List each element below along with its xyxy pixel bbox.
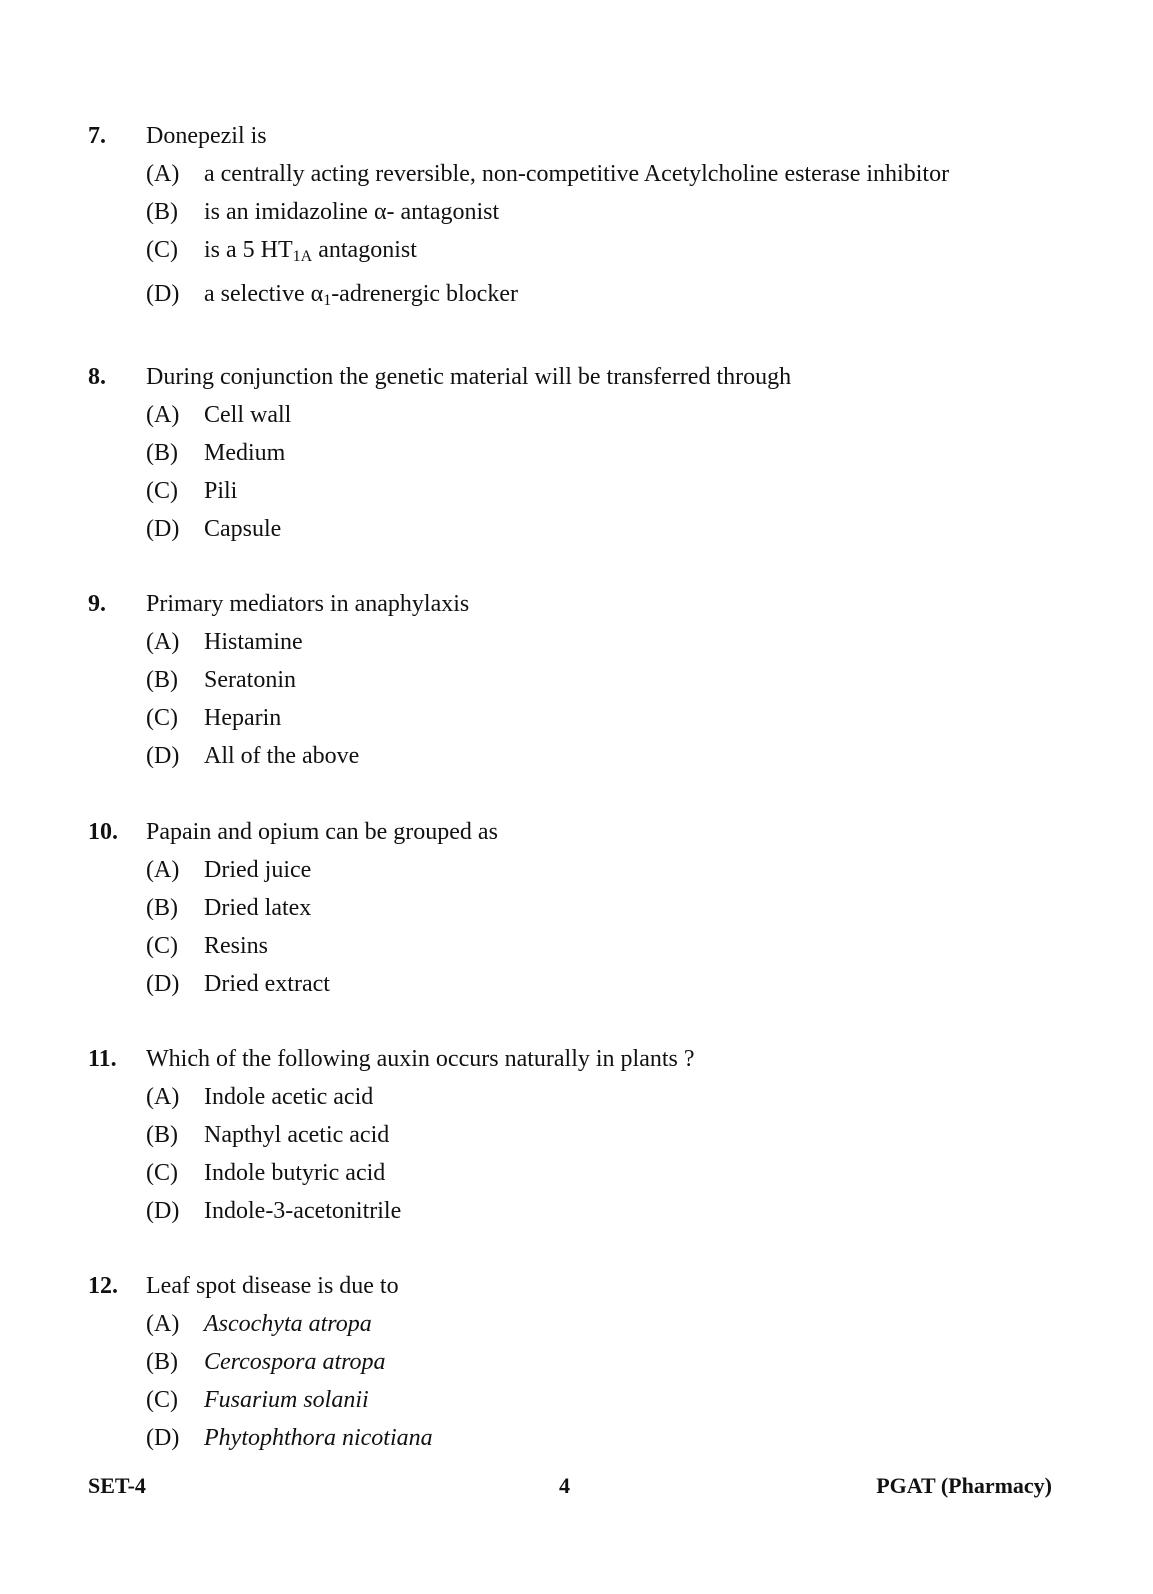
option-text: Heparin (204, 705, 282, 731)
question-text: Donepezil is (146, 123, 267, 149)
option-letter: (C) (146, 237, 178, 263)
option-a (0, 623, 1153, 661)
option-text: Pili (204, 478, 238, 504)
option-letter: (B) (146, 199, 178, 225)
option-text: Medium (204, 440, 286, 466)
option-d (0, 965, 1153, 1003)
question-text: Leaf spot disease is due to (146, 1273, 399, 1299)
question-text: During conjunction the genetic material will be transferred through (146, 364, 792, 390)
option-a (0, 851, 1153, 889)
option-d (0, 1419, 1153, 1457)
option-text: Histamine (204, 629, 303, 655)
option-c (0, 1381, 1153, 1419)
option-a (0, 396, 1153, 434)
option-c (0, 231, 1153, 275)
option-letter: (C) (146, 1160, 178, 1186)
option-c (0, 927, 1153, 965)
option-text: Phytophthora nicotiana (204, 1425, 433, 1451)
option-b (0, 193, 1153, 231)
option-text-post: -adrenergic blocker (331, 281, 518, 307)
question-number: 7. (88, 123, 106, 149)
question-text: Which of the following auxin occurs naturally in plants ? (146, 1046, 695, 1072)
option-text: Ascochyta atropa (204, 1311, 372, 1337)
question-number: 10. (88, 819, 118, 845)
option-a (0, 1078, 1153, 1116)
option-letter: (D) (146, 281, 180, 307)
option-d (0, 275, 1153, 313)
set-label: SET-4 (88, 1473, 146, 1498)
question-7 (0, 117, 1153, 313)
option-text: Indole-3-acetonitrile (204, 1198, 402, 1224)
option-text: Cercospora atropa (204, 1349, 386, 1375)
page-footer (0, 1470, 1153, 1502)
option-text (204, 231, 417, 272)
option-letter: (B) (146, 1122, 178, 1148)
option-subscript: 1 (323, 292, 332, 309)
option-a (0, 1305, 1153, 1343)
exam-name: PGAT (Pharmacy) (876, 1473, 1052, 1498)
question-12 (0, 1267, 1153, 1457)
option-letter: (A) (146, 1311, 180, 1337)
option-subscript: 1A (292, 248, 313, 265)
question-8 (0, 358, 1153, 548)
option-letter: (D) (146, 516, 180, 542)
option-text: Fusarium solanii (204, 1387, 369, 1413)
option-c (0, 1154, 1153, 1192)
question-10 (0, 813, 1153, 1003)
option-text: All of the above (204, 743, 360, 769)
question-text: Primary mediators in anaphylaxis (146, 591, 470, 617)
option-text: Resins (204, 933, 269, 959)
option-text-pre: a selective α (204, 281, 324, 307)
option-text: Indole butyric acid (204, 1160, 386, 1186)
option-letter: (C) (146, 933, 178, 959)
question-11 (0, 1040, 1153, 1230)
page-number: 4 (559, 1473, 570, 1498)
option-letter: (D) (146, 1198, 180, 1224)
option-text: Capsule (204, 516, 282, 542)
option-text: Cell wall (204, 402, 292, 428)
option-text: is an imidazoline α- antagonist (204, 199, 500, 225)
question-number: 9. (88, 591, 106, 617)
option-text: Indole acetic acid (204, 1084, 374, 1110)
option-c (0, 699, 1153, 737)
option-letter: (B) (146, 667, 178, 693)
option-letter: (D) (146, 743, 180, 769)
option-letter: (D) (146, 971, 180, 997)
option-letter: (A) (146, 1084, 180, 1110)
question-text: Papain and opium can be grouped as (146, 819, 498, 845)
option-d (0, 1192, 1153, 1230)
option-letter: (C) (146, 705, 178, 731)
option-text-post: antagonist (312, 237, 417, 263)
question-number: 8. (88, 364, 106, 390)
option-text: Napthyl acetic acid (204, 1122, 390, 1148)
option-c (0, 472, 1153, 510)
option-d (0, 737, 1153, 775)
option-letter: (A) (146, 629, 180, 655)
option-text (204, 275, 518, 316)
question-number: 12. (88, 1273, 118, 1299)
option-text: Dried extract (204, 971, 330, 997)
option-letter: (B) (146, 1349, 178, 1375)
option-letter: (A) (146, 402, 180, 428)
question-9 (0, 585, 1153, 775)
option-letter: (D) (146, 1425, 180, 1451)
option-d (0, 510, 1153, 548)
option-letter: (C) (146, 1387, 178, 1413)
option-text: Dried latex (204, 895, 312, 921)
option-b (0, 1343, 1153, 1381)
option-b (0, 1116, 1153, 1154)
option-letter: (C) (146, 478, 178, 504)
question-number: 11. (88, 1046, 117, 1072)
option-letter: (A) (146, 857, 180, 883)
option-a (0, 155, 1153, 193)
option-letter: (A) (146, 161, 180, 187)
option-b (0, 889, 1153, 927)
option-b (0, 661, 1153, 699)
option-letter: (B) (146, 895, 178, 921)
option-letter: (B) (146, 440, 178, 466)
option-b (0, 434, 1153, 472)
option-text-pre: is a 5 HT (204, 237, 293, 263)
option-text: Dried juice (204, 857, 312, 883)
option-text: a centrally acting reversible, non-competitive Acetylcholine esterase inhibitor (204, 161, 950, 187)
option-text: Seratonin (204, 667, 296, 693)
